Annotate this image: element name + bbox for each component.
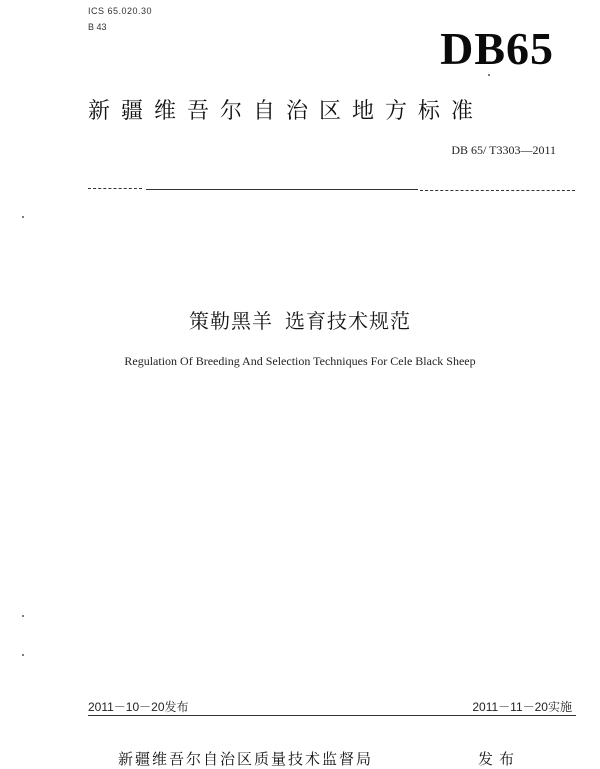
publish-label: 发布 <box>478 750 521 768</box>
classification-code: B 43 <box>88 22 107 32</box>
implementation-date: 2011－11－20实施 <box>472 700 572 714</box>
footer-divider <box>88 715 576 716</box>
issue-date: 2011－10－20发布 <box>88 700 189 714</box>
header-divider-left <box>88 188 142 189</box>
document-title <box>0 305 600 334</box>
standard-mark: DB65 <box>440 23 554 74</box>
english-title: Regulation Of Breeding And Selection Techniques For Cele Black Sheep <box>124 354 476 368</box>
standard-category: 新疆维吾尔自治区地方标准 <box>88 99 485 124</box>
header-divider-middle <box>146 189 418 190</box>
issuing-authority: 新疆维吾尔自治区质量技术监督局 <box>118 750 374 768</box>
header-divider-right <box>420 190 575 191</box>
document-title-part1: 策勒黑羊 <box>189 309 273 333</box>
scan-speck <box>22 654 24 656</box>
standard-number: DB 65/ T3303—2011 <box>451 143 556 157</box>
document-title-part2: 选育技术规范 <box>285 309 411 333</box>
scan-speck <box>22 615 24 617</box>
scan-speck <box>488 74 490 76</box>
scan-speck <box>22 216 24 218</box>
ics-code: ICS 65.020.30 <box>88 6 153 16</box>
